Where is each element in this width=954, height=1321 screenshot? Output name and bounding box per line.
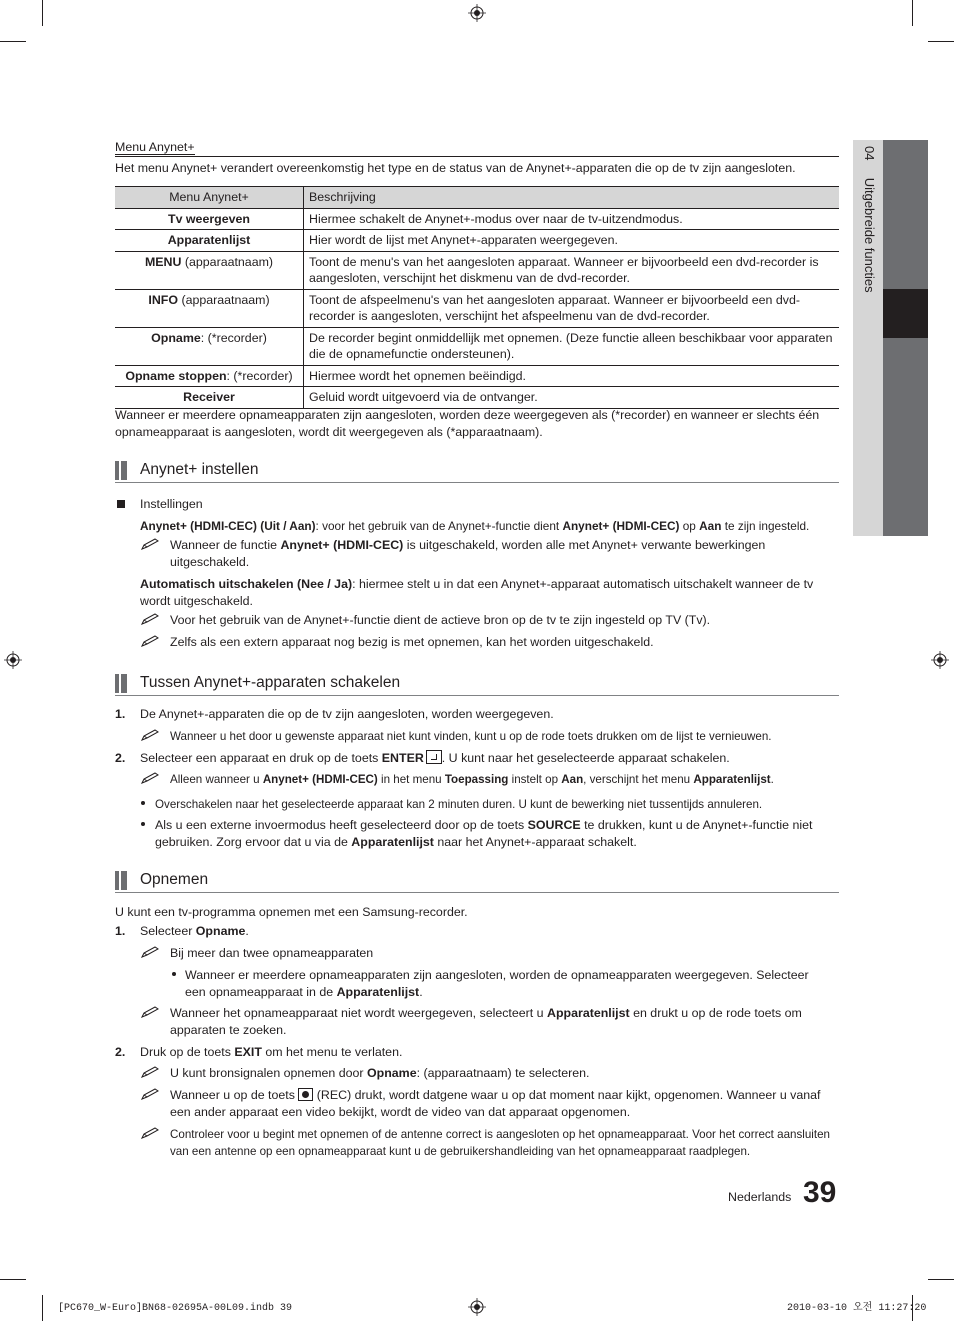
table-cell: Opname: (*recorder) [115,327,304,365]
note-pencil-icon [140,537,160,551]
side-tab-active-block [883,289,928,338]
section-marker [115,871,127,890]
step-number: 1. [115,707,126,721]
table-cell: Receiver [115,387,304,409]
side-tab-block [883,140,928,289]
table-row [115,251,839,289]
table-row [115,387,839,409]
note-pencil-icon [140,1126,160,1140]
table-cell: De recorder begint onmiddellijk met opnemen. (Deze functie alleen beschikbaar voor apparaten die de opnamefunctie ondersteunen). [304,327,840,365]
section-header [115,460,839,483]
bullet-icon [141,801,145,805]
note-text: Wanneer het opnameapparaat niet wordt weergegeven, selecteert u Apparatenlijst en drukt u op de rode toets om apparaten te zoeken. [170,1006,802,1037]
auto-off-setting: Automatisch uitschakelen (Nee / Ja): hiermee stelt u in dat een Anynet+-apparaat automatisch uitschakelt wanneer de tv wordt uitgeschakeld. [140,577,814,608]
crop-mark [928,1279,954,1280]
crop-mark [928,41,954,42]
table-header: Beschrijving [304,187,840,209]
note-pencil-icon [140,634,160,648]
note-text: Voor het gebruik van de Anynet+-functie dient de actieve bron op de tv te zijn ingesteld op TV (Tv). [170,613,711,627]
chapter-title: Uitgebreide functies [862,177,877,293]
footer-language: Nederlands [728,1190,792,1204]
page-number: 39 [803,1176,837,1209]
step-number: 1. [115,924,126,938]
crop-mark [42,0,43,26]
step-text: Selecteer een apparaat en druk op de toets ENTER . U kunt naar het geselecteerde apparaat schakelen. [140,751,730,765]
anynet-menu-table [115,186,839,409]
table-cell: Apparatenlijst [115,230,304,252]
bullet-icon [141,822,145,826]
enter-key-icon [426,750,442,764]
print-slug-right: 2010-03-10 오전 11:27:20 [787,1303,927,1314]
menu-title: Menu Anynet+ [115,140,195,154]
registration-mark-icon [931,651,949,669]
table-note: Wanneer er meerdere opnameapparaten zijn aangesloten, worden deze weergegeven als (*recorder) en wanneer er slechts één opnameapparaat is aangesloten, wordt dit weergegeven als (*apparaatnaam). [115,408,820,439]
note-pencil-icon [140,1087,160,1101]
note-text: Alleen wanneer u Anynet+ (HDMI-CEC) in het menu Toepassing instelt op Aan, verschijnt het menu Apparatenlijst. [170,773,774,786]
section-header [115,870,839,893]
table-cell: Toont de afspeelmenu's van het aangesloten apparaat. Wanneer er bijvoorbeeld een dvd-recorder is aangesloten, verschijnt het afspeelmenu van de dvd-recorder. [304,289,840,327]
hdmi-cec-setting: Anynet+ (HDMI-CEC) (Uit / Aan): voor het gebruik van de Anynet+-functie dient Anynet+ (HDMI-CEC) op Aan te zijn ingesteld. [140,519,810,533]
section-header [115,673,839,696]
chapter-number: 04 [862,146,877,161]
note-pencil-icon [140,612,160,626]
square-bullet-icon [117,500,125,508]
note-text: Wanneer u op de toets (REC) drukt, wordt datgene waar u op dat moment naar kijkt, opgenomen. Wanneer u vanaf een ander apparaat een video bekijkt, wordt de video van dat apparaat opgenomen. [170,1088,821,1119]
print-slug-left: [PC670_W-Euro]BN68-02695A-00L09.indb 39 [58,1303,293,1314]
table-cell: Tv weergeven [115,208,304,230]
divider [115,156,839,157]
table-row [115,365,839,387]
table-cell: Hiermee wordt het opnemen beëindigd. [304,365,840,387]
side-tab-block [883,338,928,536]
section-title: Opnemen [140,871,209,888]
table-cell: Geluid wordt uitgevoerd via de ontvanger. [304,387,840,409]
table-cell: MENU (apparaatnaam) [115,251,304,289]
note-text: Wanneer u het door u gewenste apparaat niet kunt vinden, kunt u op de rode toets drukken om de lijst te vernieuwen. [170,730,772,743]
table-row [115,327,839,365]
rec-button-icon [298,1088,313,1101]
note-pencil-icon [140,728,160,742]
note-text: Zelfs als een extern apparaat nog bezig is met opnemen, kan het worden uitgeschakeld. [170,635,654,649]
note-pencil-icon [140,771,160,785]
registration-mark-icon [4,651,22,669]
section-intro: U kunt een tv-programma opnemen met een Samsung-recorder. [115,905,468,919]
note-text: Wanneer de functie Anynet+ (HDMI-CEC) is uitgeschakeld, worden alle met Anynet+ verwante bewerkingen uitgeschakeld. [170,538,766,569]
table-cell: Toont de menu's van het aangesloten apparaat. Wanneer er bijvoorbeeld een dvd-recorder is aangesloten, verschijnt het diskmenu van de dvd-recorder. [304,251,840,289]
bullet-text: Als u een externe invoermodus heeft geselecteerd door op de toets SOURCE te drukken, kunt u de Anynet+-functie niet gebruiken. Zorg ervoor dat u via de Apparatenlijst naar het Anynet+-apparaat schakelt. [155,818,813,849]
note-pencil-icon [140,945,160,959]
menu-intro: Het menu Anynet+ verandert overeenkomstig het type en de status van de Anynet+-apparaten die op de tv zijn aangesloten. [115,161,796,175]
chapter-label [858,146,878,326]
step-text: De Anynet+-apparaten die op de tv zijn aangesloten, worden weergegeven. [140,707,554,721]
bullet-icon [172,972,176,976]
table-cell: Hiermee schakelt de Anynet+-modus over naar de tv-uitzendmodus. [304,208,840,230]
table-cell: INFO (apparaatnaam) [115,289,304,327]
bullet-text: Wanneer er meerdere opnameapparaten zijn aangesloten, worden de opnameapparaten weergegeven. Selecteer een opnameapparaat in de Apparatenlijst. [185,968,809,999]
section-marker [115,674,127,693]
note-pencil-icon [140,1005,160,1019]
section-title: Tussen Anynet+-apparaten schakelen [140,674,401,691]
table-header-row [115,187,839,209]
crop-mark [42,1295,43,1321]
note-text: U kunt bronsignalen opnemen door Opname: (apparaatnaam) te selecteren. [170,1066,590,1080]
registration-mark-icon [468,1298,486,1316]
step-number: 2. [115,751,126,765]
registration-mark-icon [468,4,486,22]
note-text: Controleer voor u begint met opnemen of de antenne correct is aangesloten op het opnameapparaat. Voor het correct aansluiten van een antenne op een opnameapparaat kunt u de gebruikershandleiding van het opnameapparaat raadplegen. [170,1128,830,1158]
table-row [115,230,839,252]
table-row [115,289,839,327]
bullet-text: Overschakelen naar het geselecteerde apparaat kan 2 minuten duren. U kunt de bewerking niet tussentijds annuleren. [155,798,763,811]
step-number: 2. [115,1045,126,1059]
crop-mark [912,0,913,26]
step-text: Selecteer Opname. [140,924,249,938]
section-marker [115,461,127,480]
step-text: Druk op de toets EXIT om het menu te verlaten. [140,1045,403,1059]
table-cell: Opname stoppen: (*recorder) [115,365,304,387]
note-text: Bij meer dan twee opnameapparaten [170,946,374,960]
note-pencil-icon [140,1065,160,1079]
settings-item: Instellingen [140,497,203,511]
table-cell: Hier wordt de lijst met Anynet+-apparaten weergegeven. [304,230,840,252]
table-header: Menu Anynet+ [115,187,304,209]
crop-mark [0,1279,26,1280]
crop-mark [0,41,26,42]
section-title: Anynet+ instellen [140,461,259,478]
table-row [115,208,839,230]
